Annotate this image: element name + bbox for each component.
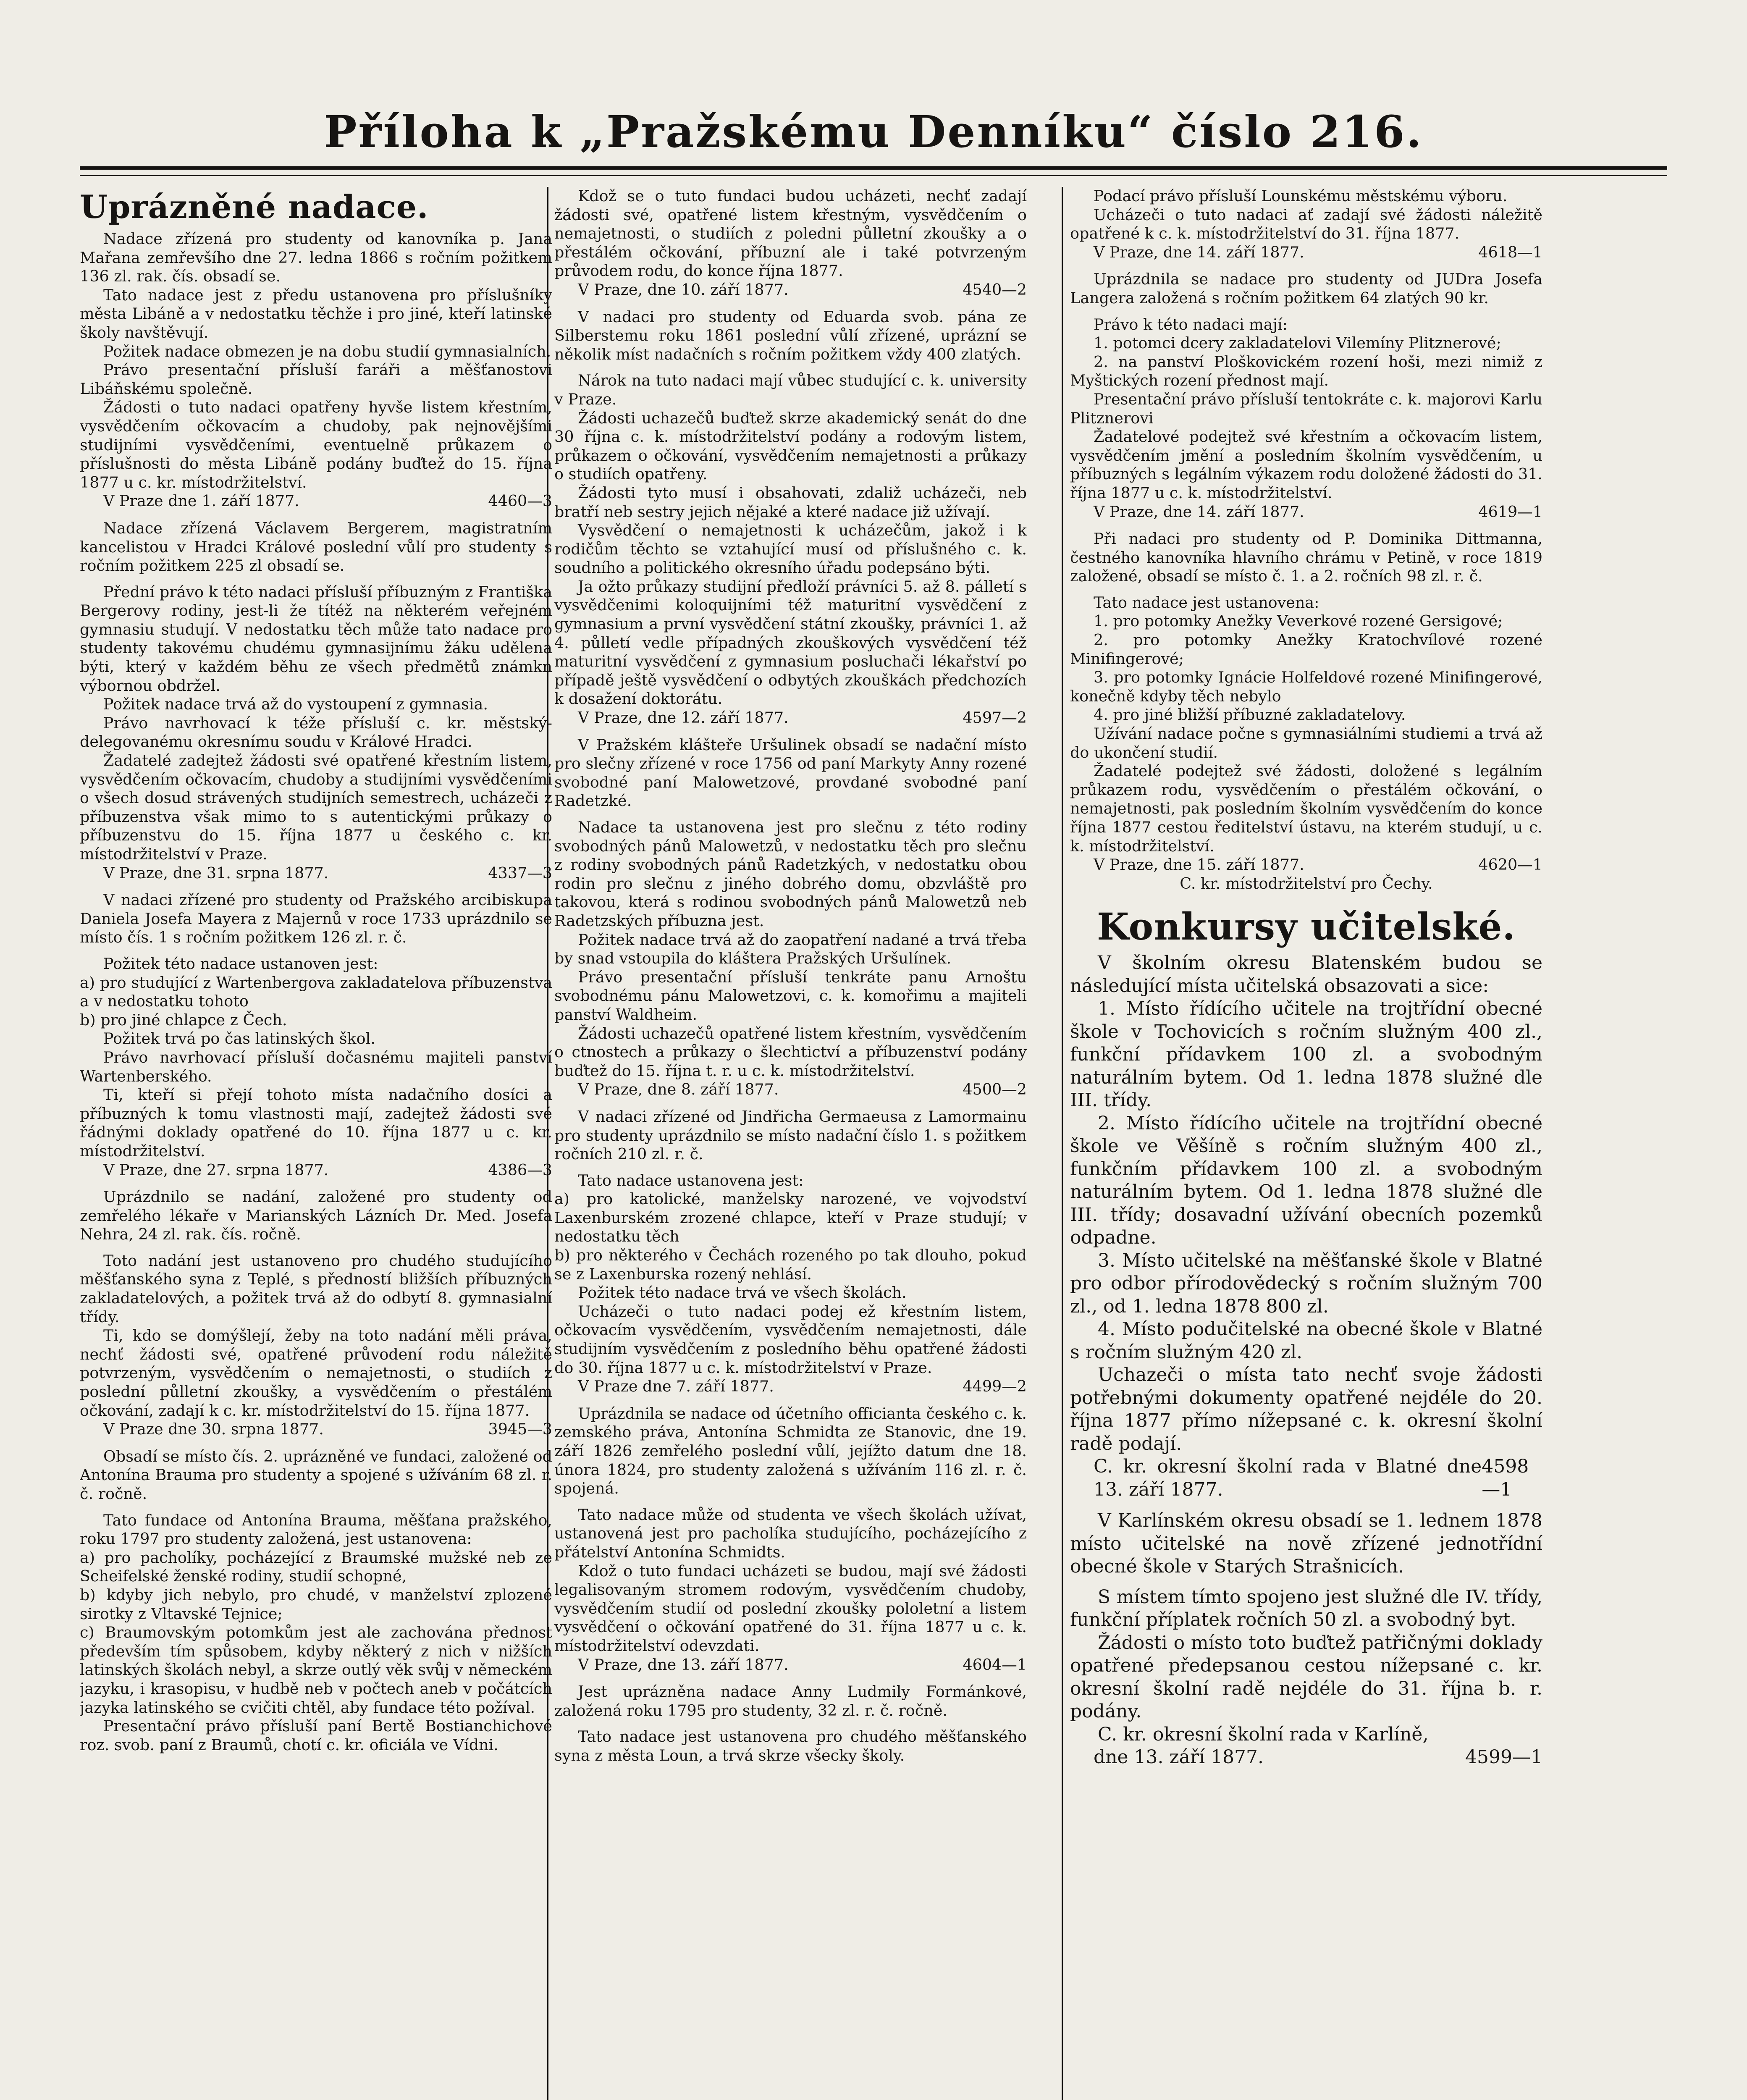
notice-date: V Praze, dne 13. září 1877.: [578, 1655, 789, 1674]
notice-number: 4620—1: [1478, 856, 1542, 874]
notice-paragraph: Ucházeči o tuto nadaci ať zadají své žádosti náležitě opatřené k c. k. místodržitelství do 31. října 1877.: [1070, 205, 1542, 243]
notice-date: C. kr. okresní školní rada v Blatné dne 13. září 1877.: [1094, 1456, 1482, 1500]
notice-paragraph: Nárok na tuto nadaci mají vůbec studující c. k. university v Praze.: [554, 371, 1027, 408]
notice-paragraph: Ti, kteří si přejí tohoto místa nadačního dosíci a příbuzných k tomu vlastnosti mají, zadejtež žádosti své řádnými doklady opatřené do 10. října 1877 u c. kr. místodržitelství.: [80, 1086, 552, 1160]
notice-paragraph: Podací právo přísluší Lounskému městskému výboru.: [1094, 187, 1508, 205]
notice-paragraph: b) pro některého v Čechách rozeného po tak dlouho, pokud se z Laxenburska rozený nehlásí.: [554, 1246, 1027, 1283]
notice-paragraph: Presentační právo přísluší tentokráte c. k. majorovi Karlu Plitznerovi: [1070, 390, 1542, 427]
notice-paragraph: S místem tímto spojeno jest služné dle IV. třídy, funkční příplatek ročních 50 zl. a svobodný byt.: [1070, 1586, 1542, 1631]
notice-number: 4597—2: [963, 709, 1027, 727]
notice-paragraph: Právo presentační přísluší tenkráte panu Arnoštu svobodnému pánu Malowetzovi, c. k. komořimu a majiteli panství Waldheim.: [554, 968, 1027, 1024]
notice-paragraph: Nadace zřízená pro studenty od kanovníka p. Jana Mařana zemřevšího dne 27. ledna 1866 s ročním požitkem 136 zl. rak. čís. obsadí se.: [80, 230, 552, 286]
notice-date: V Praze, dne 8. září 1877.: [578, 1080, 779, 1099]
notice-start-paragraph: Obsadí se místo čís. 2. uprázněné ve fundaci, založené od Antonína Brauma pro studenty a spojené s užíváním 68 zl. r. č. ročně.: [80, 1447, 552, 1503]
column-left: [80, 187, 552, 2100]
notice-date: V Praze dne 1. září 1877.: [103, 492, 299, 510]
notice-paragraph: Právo navrhovací přísluší dočasnému majiteli panství Wartenberského.: [80, 1048, 552, 1085]
notice-number: 4619—1: [1478, 502, 1542, 521]
column-middle: [554, 187, 1027, 2100]
notice-paragraph: b) kdyby jich nebylo, pro chudé, v manželství zplozené sirotky z Vltavské Tejnice;: [80, 1586, 552, 1623]
notice-paragraph: Právo k této nadaci mají:: [1094, 315, 1288, 333]
notice-paragraph: Uchazeči o místa tato nechť svoje žádosti potřebnými dokumenty opatřené nejdéle do 20. října 1877 přímo nížepsané c. k. okresní školní radě podají.: [1070, 1364, 1542, 1454]
notice-paragraph: Tato nadace ustanovena jest:: [578, 1171, 804, 1189]
notice-start-paragraph: Uprázdnilo se nadání, založené pro studenty od zemřelého lékaře v Marianských Lázních Dr. Med. Josefa Nehra, 24 zl. rak. čís. ročně.: [80, 1188, 552, 1244]
notice-signature: [1070, 856, 1542, 874]
notice-paragraph: Kdož se o tuto fundaci budou ucházeti, nechť zadají žádosti své, opatřené listem křestným, vysvědčením o nemajetnosti, o studiích z poledni půlletní zkoušky a o přestálém očkování, příbuzní ale i také potvrzeným průvodem rodu, do konce října 1877.: [554, 187, 1027, 280]
notice-paragraph: Žádosti uchazečů opatřené listem křestním, vysvědčením o ctnostech a průkazy o šlechtictví a příbuzenství podány buďtež do 15. října t. r. u c. k. místodržitelství.: [554, 1024, 1027, 1080]
notice-signature: [554, 1377, 1027, 1396]
notice-signature: [554, 709, 1027, 727]
notice-paragraph: Tato nadace jest z předu ustanovena pro příslušníky města Libáně a v nedostatku těchže i pro jiné, kteří latinské školy navštěvují.: [80, 286, 552, 341]
notice-paragraph: b) pro jiné chlapce z Čech.: [80, 1011, 287, 1029]
notice-number: 4604—1: [963, 1655, 1027, 1674]
notice-paragraph: a) pro pacholíky, pocházející z Braumské mužské neb ze Scheifelské ženské rodiny, studií schopné,: [80, 1548, 552, 1586]
notice-date: V Praze, dne 10. září 1877.: [578, 280, 789, 299]
notice-number: 4460—3: [488, 492, 552, 510]
notice-number: 4599—1: [1465, 1746, 1542, 1768]
notice-signature: [80, 492, 552, 511]
notice-paragraph: Požitek nadace trvá až do zaopatření nadané a trvá třeba by snad vstoupila do kláštera Pražských Uršulínek.: [554, 930, 1027, 968]
notice-paragraph: a) pro katolické, manželsky narozené, ve vojvodství Laxenburském zrozené chlapce, kteří v Praze studují; v nedostatku těch: [554, 1190, 1027, 1246]
notice-paragraph: Žadatelé podejtež své žádosti, doložené s legálním průkazem rodu, vysvědčením o přestálém očkování, o nemajetnosti, pak posledním školním vysvědčením do konce října 1877 cestou ředitelství ústavu, na kterém studují, u c. k. místodržitelství.: [1070, 762, 1542, 855]
notice-date: dne 13. září 1877.: [1094, 1746, 1264, 1768]
notice-start-paragraph: Uprázdnila se nadace od účetního officianta českého c. k. zemského práva, Antonína Schmidta ze Stanovic, dne 19. září 1826 zemřelého poslední vůlí, jejížto datum dne 18. února 1824, pro studenty založená s užíváním 116 zl. r. č. spojená.: [554, 1404, 1027, 1498]
notice-paragraph: 4. Místo podučitelské na obecné škole v Blatné s ročním služným 420 zl.: [1070, 1318, 1542, 1363]
notice-paragraph: Toto nadání jest ustanoveno pro chudého studujícího měšťanského syna z Teplé, s předností bližších příbuzných zakladatelových, a požitek trvá až do odbytí 8. gymnasialní třídy.: [80, 1251, 552, 1326]
notice-paragraph: Požitek nadace obmezen je na dobu studií gymnasialních.: [103, 342, 551, 360]
notice-paragraph: Právo navrhovací k téže přísluší c. kr. městský- delegovanému okresnímu soudu v Králové Hradci.: [80, 714, 552, 751]
notice-signature: [80, 864, 552, 883]
notice-number: 4386—3: [488, 1160, 552, 1179]
notice-paragraph: Ja ožto průkazy studijní předloží právníci 5. až 8. pálletí s vysvědčenimi koloquijními též maturitní vysvědčení z gymnasium a první vysvědčení státní zkoušky, právníci 1. až 4. půlletí vedle případných zkouškových vysvědčení též maturitní vysvědčení z gymnasium posluchači lékařství po případě ještě vysvědčení o odbytých zkouškách předchozích k dosažení doktorátu.: [554, 577, 1027, 708]
column-right: [1070, 187, 1542, 2100]
column-divider: [547, 187, 548, 2100]
notice-authority: C. kr. místodržitelství pro Čechy.: [1180, 874, 1433, 892]
notice-number: 4499—2: [963, 1377, 1027, 1396]
notice-start-paragraph: V nadaci pro studenty od Eduarda svob. pána ze Silberstemu roku 1861 poslední vůlí zřízené, uprázní se několik míst nadačních s ročním požitkem vždy 400 zlatých.: [554, 307, 1027, 363]
notice-paragraph: Žadatelé zadejtež žádosti své opatřené křestním listem, vysvědčením očkovacím, chudoby a studijními vysvědčeními o všech dosud strávených studijních semestrech, ucházeči z příbuzenstva však mimo to s autentickými průkazy o příbuzenstvu do 15. října 1877 u českého c. kr. místodržitelství v Praze.: [80, 751, 552, 863]
notice-number: 4337—3: [488, 864, 552, 882]
notice-date: V Praze, dne 15. září 1877.: [1094, 856, 1304, 874]
notice-number: 4540—2: [963, 280, 1027, 299]
notice-number: 4618—1: [1478, 243, 1542, 261]
notice-paragraph: Požitek této nadace ustanoven jest:: [103, 954, 378, 973]
notice-date: V Praze, dne 14. září 1877.: [1094, 243, 1304, 261]
notice-paragraph: Žadatelové podejtež své křestním a očkovacím listem, vysvědčením jmění a posledním školním vysvědčením, u příbuzných s legálním výkazem rodu doložené žádosti do 31. října 1877 u c. k. místodržitelství.: [1070, 428, 1542, 502]
notice-date: V Praze dne 7. září 1877.: [578, 1377, 774, 1396]
notice-paragraph: Přední právo k této nadaci přísluší příbuzným z Františka Bergerovy rodiny, jest-li že títéž na některém veřejném gymnasiu studují. V nedostatku těch může tato nadace pro studenty takovému chudému gymnasijnímu žáku udělena býti, který v každém běhu ze všech předmětů známkn výbornou obdržel.: [80, 583, 552, 695]
notice-paragraph: Vysvědčení o nemajetnosti k ucházečům, jakož i k rodičům těchto se vztahující musí od příslušného c. k. soudního a politického okresního úřadu podepsáno býti.: [554, 521, 1027, 577]
notice-start-paragraph: V nadaci zřízené pro studenty od Pražského arcibiskupa Daniela Josefa Mayera z Majernů v roce 1733 uprázdnilo se místo čís. 1 s ročním požitkem 126 zl. r. č.: [80, 891, 552, 947]
notice-signature: [1070, 503, 1542, 522]
notice-date: V Praze, dne 27. srpna 1877.: [103, 1160, 329, 1179]
notice-paragraph: 4. pro jiné bližší příbuzné zakladatelovy.: [1094, 706, 1406, 724]
notice-paragraph: Tato nadace jest ustanovena pro chudého měšťanského syna z města Loun, a trvá skrze všecky školy.: [554, 1727, 1027, 1764]
notice-start-paragraph: Nadace zřízená Václavem Bergerem, magistratním kancelistou v Hradci Králové poslední vůlí pro studenty s ročním požitkem 225 zl obsadí se.: [80, 519, 552, 575]
notice-paragraph: Požitek trvá po čas latinských škol.: [103, 1029, 375, 1048]
notice-paragraph: a) pro studující z Wartenbergova zakladatelova příbuzenstva a v nedostatku tohoto: [80, 973, 552, 1011]
notice-paragraph: Právo presentační přísluší faráři a měšťanostovi Libáňskému společně.: [80, 361, 552, 398]
notice-paragraph: Tato nadace může od studenta ve všech školách užívat, ustanovená jest pro pacholíka studujícího, pocházejícího z přátelství Antonína Schmidts.: [554, 1505, 1027, 1561]
notice-paragraph: Požitek této nadace trvá ve všech školách.: [578, 1284, 907, 1302]
notice-paragraph: Žádosti uchazečů buďtež skrze akademický senát do dne 30 října c. k. místodržitelství podány a rodovým listem, průkazem o očkování, vysvědčením nemajetnosti a průkazy o studiích opatřeny.: [554, 409, 1027, 483]
notice-paragraph: Tato nadace jest ustanovena:: [1094, 593, 1319, 612]
header-rule-thin: [80, 175, 1667, 176]
notice-start-paragraph: Při nadaci pro studenty od P. Dominika Dittmanna, čestného kanovníka hlavního chrámu v Petině, v roce 1819 založené, obsadí se místo č. 1. a 2. ročních 98 zl. r. č.: [1070, 530, 1542, 585]
notice-paragraph: 1. potomci dcery zakladatelovi Vilemíny Plitznerové;: [1094, 334, 1501, 352]
notice-paragraph: Žádosti o tuto nadaci opatřeny hyvše listem křestním, vysvědčením očkovacím a chudoby, pak nejnovějšími studijními vysvědčeními, eventuelně průkazem o příslušnosti do města Libáně podány buďtež do 15. října 1877 u c. kr. místodržitelství.: [80, 398, 552, 491]
notice-paragraph: Ti, kdo se domýšlejí, žeby na toto nadání měli práva, nechť žádosti své, opatřené průvodení rodu náležitě potvrzeným, vysvědčením o nemajetnosti, o studiích z poslední půlletní zkoušky, a vysvědčením o přestálém očkování, zadají k c. kr. místodržitelství do 15. října 1877.: [80, 1326, 552, 1420]
notice-paragraph: c) Braumovským potomkům jest ale zachována přednost především tím spůsobem, kdyby některý z nich v nižších latinských školách nebyl, a skrze outlý věk svůj v německém jazyku, i krasopisu, v hudbě neb v počtech aneb v počátcích jazyka latinského se cvičiti chtěl, aby fundace této požíval.: [80, 1623, 552, 1717]
notice-paragraph: 1. pro potomky Anežky Veverkové rozené Gersigové;: [1094, 612, 1503, 630]
page-header: Příloha k „Pražskému Denníku“ číslo 216.: [324, 106, 1423, 158]
notice-paragraph: Žádosti o místo toto buďtež patřičnými doklady opatřené předepsanou cestou nížepsané c. kr. okresní školní radě nejdéle do 31. října b. r. podány.: [1070, 1632, 1542, 1722]
notice-paragraph: 2. Místo řídícího učitele na trojtřídní obecné škole ve Věšíně s ročním služným 400 zl., funkčním přídavkem 100 zl. a svobodným naturálním bytem. Od 1. ledna 1878 služné dle III. třídy; dosavadní užívání obecních pozemků odpadne.: [1070, 1112, 1542, 1249]
notice-paragraph: 3. pro potomky Ignácie Holfeldové rozené Minifingerové, konečně kdyby těch nebylo: [1070, 668, 1542, 705]
header-rule: [80, 166, 1667, 170]
notice-paragraph: Presentační právo přísluší paní Bertě Bostianchichové roz. svob. paní z Braumů, chotí c. kr. oficiála ve Vídni.: [80, 1717, 552, 1754]
notice-signature: [80, 1161, 552, 1180]
notice-signature: [554, 281, 1027, 299]
notice-paragraph: Užívání nadace počne s gymnasiálními studiemi a trvá až do ukončení studií.: [1070, 724, 1542, 761]
notice-signature: [1070, 1746, 1542, 1769]
notice-paragraph: Tato fundace od Antonína Brauma, měšťana pražského, roku 1797 pro studenty založená, jest ustanovena:: [80, 1511, 552, 1548]
notice-start-paragraph: V Pražském klášteře Uršulinek obsadí se nadační místo pro slečny zřízené v roce 1756 od paní Markyty Anny rozené svobodné paní Malowetzové, provdané svobodné paní Radetzké.: [554, 735, 1027, 810]
section-heading: Uprázněné nadace.: [80, 188, 429, 226]
notice-signature: [554, 1656, 1027, 1675]
notice-start-paragraph: V Karlínském okresu obsadí se 1. lednem 1878 místo učitelské na nově zřízené jednotřídní obecné škole v Starých Strašnicích.: [1070, 1510, 1542, 1578]
konkursy-section: [1070, 952, 1542, 1769]
notice-start-paragraph: Jest uprázněna nadace Anny Ludmily Formánkové, založená roku 1795 pro studenty, 32 zl. r. č. ročně.: [554, 1683, 1027, 1719]
notice-date: V Praze, dne 31. srpna 1877.: [103, 864, 329, 882]
notice-start-paragraph: V nadaci zřízené od Jindřicha Germaeusa z Lamormainu pro studenty uprázdnilo se místo nadační číslo 1. s požitkem ročních 210 zl. r. č.: [554, 1107, 1027, 1163]
notice-number: 3945—3: [488, 1420, 552, 1438]
section-heading: Konkursy učitelské.: [1096, 905, 1516, 949]
notice-paragraph: Požitek nadace trvá až do vystoupení z gymnasia.: [103, 695, 488, 714]
notice-date: V Praze dne 30. srpna 1877.: [103, 1420, 324, 1438]
notice-paragraph: 2. pro potomky Anežky Kratochvílové rozené Minifingerové;: [1070, 631, 1542, 668]
notice-paragraph: Žádosti tyto musí i obsahovati, zdaliž ucházeči, neb bratří neb sestry jejich nějaké a které nadace již užívají.: [554, 483, 1027, 521]
notice-paragraph: 2. na panství Ploškovickém rození hoši, mezi nimiž z Myštických rození přednost mají.: [1070, 352, 1542, 390]
notice-paragraph: Nadace ta ustanovena jest pro slečnu z této rodiny svobodných pánů Malowetzů, v nedostatku těch pro slečnu z rodiny svobodných pánů Radetzkých, v nedostatku obou rodin pro slečnu z jiného dobrého domu, obzvláště pro takovou, která s rodinou svobodných pánů Malowetzů neb Radetzských příbuzna jest.: [554, 818, 1027, 930]
notice-paragraph: C. kr. okresní školní rada v Karlíně,: [1098, 1723, 1429, 1745]
notice-date: V Praze, dne 14. září 1877.: [1094, 502, 1304, 521]
notice-date: V Praze, dne 12. září 1877.: [578, 709, 789, 727]
notice-number: 4500—2: [963, 1080, 1027, 1099]
notice-paragraph: Kdož o tuto fundaci ucházeti se budou, mají své žádosti legalisovaným stromem rodovým, vysvědčením chudoby, vysvědčením studií od poslední zkoušky pololetní a listem vysvědčení o očkování opatřené do 31. října 1877 u c. k. místodržitelství odevzdati.: [554, 1562, 1027, 1655]
notice-start-paragraph: Uprázdnila se nadace pro studenty od JUDra Josefa Langera založená s ročním požitkem 64 zlatých 90 kr.: [1070, 270, 1542, 307]
column-divider: [1062, 187, 1063, 2100]
notice-signature: [1070, 243, 1542, 262]
notice-signature: [1070, 1455, 1542, 1501]
notice-number: 4598—1: [1482, 1456, 1529, 1500]
notice-paragraph: 3. Místo učitelské na měšťanské škole v Blatné pro odbor přírodovědecký s ročním služným 700 zl., od 1. ledna 1878 800 zl.: [1070, 1250, 1542, 1317]
notice-paragraph: V školním okresu Blatenském budou se následující místa učitelská obsazovati a sice:: [1070, 952, 1542, 997]
notice-paragraph: 1. Místo řídícího učitele na trojtřídní obecné škole v Tochovicích s ročním služným 400 zl., funkční přídavkem 100 zl. a svobodným naturálním bytem. Od 1. ledna 1878 služné dle III. třídy.: [1070, 998, 1542, 1111]
notice-paragraph: Ucházeči o tuto nadaci podej ež křestním listem, očkovacím vysvědčením, vysvědčením nemajetnosti, dále studijním vysvědčením z posledního běhu opatřené žádosti do 30. října 1877 u c. k. místodržitelství v Praze.: [554, 1302, 1027, 1377]
notice-signature: [80, 1420, 552, 1439]
notice-signature: [554, 1080, 1027, 1099]
